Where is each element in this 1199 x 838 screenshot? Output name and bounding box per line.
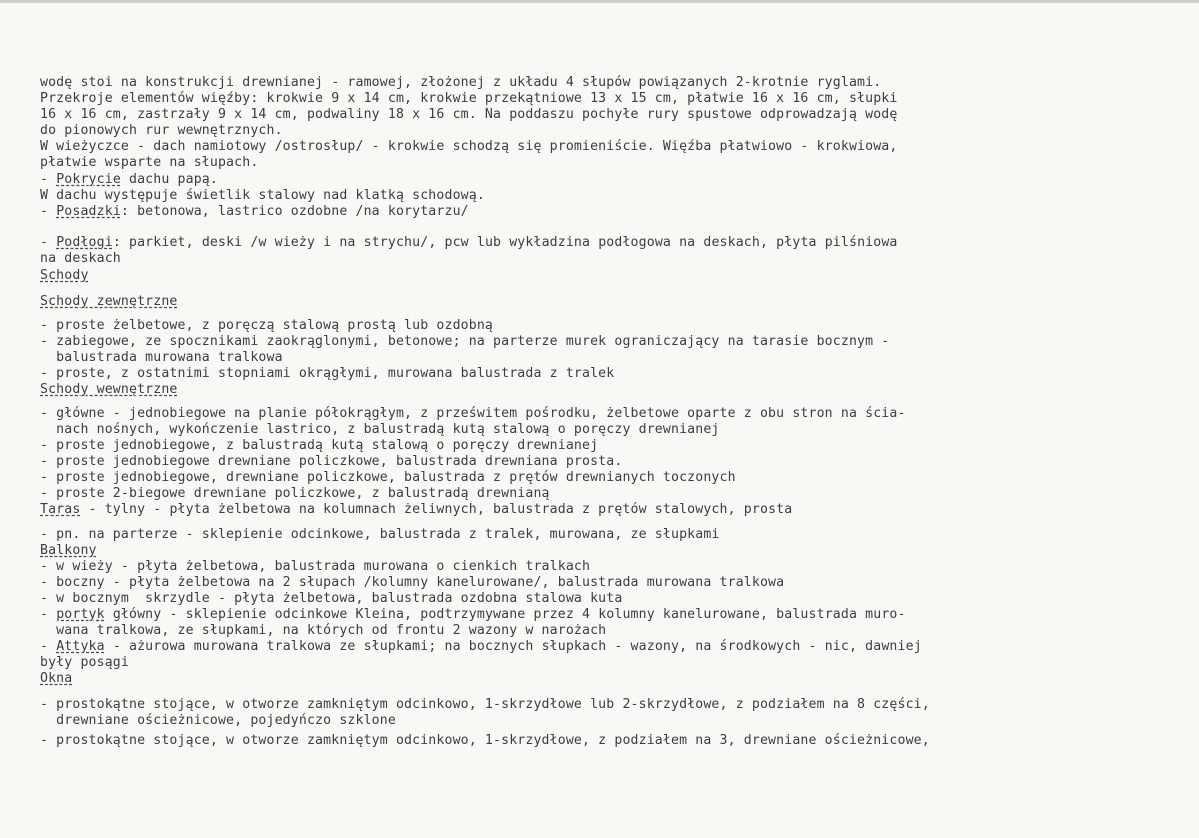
text-line xyxy=(40,591,622,607)
text-line xyxy=(40,235,898,251)
text-segment: : betonowa, lastrico ozdobne /na korytarzu/ xyxy=(120,204,469,219)
text-line xyxy=(40,671,72,687)
text-segment: główny - sklepienie odcinkowe Kleina, podtrzymywane przez 4 kolumny kanelurowane, balustrada muro- xyxy=(104,607,906,622)
text-segment: na deskach xyxy=(40,251,121,266)
text-line xyxy=(40,733,930,749)
text-segment: - xyxy=(40,204,57,219)
underlined-heading: Pokrycie xyxy=(56,172,121,187)
text-line xyxy=(40,366,614,382)
text-line xyxy=(40,502,792,518)
text-segment: - boczny - płyta żelbetowa na 2 słupach /kolumny kanelurowane/, balustrada murowana tralkowa xyxy=(40,575,785,590)
text-line xyxy=(40,75,881,91)
text-line xyxy=(40,251,121,267)
text-line xyxy=(40,406,906,422)
text-segment: - w bocznym skrzydle - płyta żelbetowa, balustrada ozdobna stalowa kuta xyxy=(40,591,623,606)
text-segment: - xyxy=(40,639,57,654)
text-line xyxy=(40,454,622,470)
text-line xyxy=(40,697,930,713)
text-segment: - prostokątne stojące, w otworze zamkniętym odcinkowo, 1-skrzydłowe, z podziałem na 3, drewniane ościeżnicowe, xyxy=(40,733,930,748)
text-segment: płatwie wsparte na słupach. xyxy=(40,155,259,170)
text-segment: do pionowych rur wewnętrznych. xyxy=(40,123,283,138)
text-segment: - xyxy=(40,607,57,622)
text-segment: - zabiegowe, ze spocznikami zaokrąglonymi, betonowe; na parterze murek ograniczający na tarasie bocznym - xyxy=(40,334,890,349)
text-segment: wana tralkowa, ze słupkami, na których od frontu 2 wazony w narożach xyxy=(40,623,607,638)
text-line xyxy=(40,486,550,502)
text-line xyxy=(40,268,89,284)
underlined-heading: Schody xyxy=(40,268,89,283)
text-segment: - proste żelbetowe, z poręczą stalową prostą lub ozdobną xyxy=(40,318,494,333)
text-segment: 16 x 16 cm, zastrzały 9 x 14 cm, podwaliny 18 x 16 cm. Na poddaszu pochyłe rury spustowe odprowadzają wodę xyxy=(40,107,898,122)
text-line xyxy=(40,623,606,639)
text-line xyxy=(40,107,898,123)
text-segment: nach nośnych, wykończenie lastrico, z balustradą kutą stalową o poręczy drewnianej xyxy=(40,422,720,437)
text-line xyxy=(40,438,598,454)
text-segment: - tylny - płyta żelbetowa na kolumnach żeliwnych, balustrada z prętów stalowych, prosta xyxy=(80,502,793,517)
underlined-heading: Attyka xyxy=(56,639,105,654)
text-line xyxy=(40,607,906,623)
text-segment: - proste jednobiegowe, drewniane policzkowe, balustrada z prętów drewnianych toczonych xyxy=(40,470,736,485)
text-line xyxy=(40,91,898,107)
text-segment: W wieżyczce - dach namiotowy /ostrosłup/ - krokwie schodzą się promieniście. Więźba płatwiowo - krokwiowa, xyxy=(40,139,898,154)
text-line xyxy=(40,188,485,204)
text-line xyxy=(40,204,469,220)
underlined-heading: Okna xyxy=(40,671,73,686)
text-segment: balustrada murowana tralkowa xyxy=(40,350,283,365)
text-line xyxy=(40,155,258,171)
text-segment: - proste, z ostatnimi stopniami okrągłymi, murowana balustrada z tralek xyxy=(40,366,615,381)
underlined-heading: Podłogi xyxy=(56,235,113,250)
text-segment: dachu papą. xyxy=(120,172,218,187)
text-line xyxy=(40,350,283,366)
underlined-heading: Posadzki xyxy=(56,204,121,219)
text-line xyxy=(40,294,178,310)
text-segment: - proste 2-biegowe drewniane policzkowe, z balustradą drewnianą xyxy=(40,486,550,501)
text-line xyxy=(40,655,129,671)
text-segment: wodę stoi na konstrukcji drewnianej - ramowej, złożonej z układu 4 słupów powiązanych 2-krotnie ryglami. xyxy=(40,75,882,90)
text-line xyxy=(40,527,720,543)
text-line xyxy=(40,575,784,591)
text-segment: - pn. na parterze - sklepienie odcinkowe, balustrada z tralek, murowana, ze słupkami xyxy=(40,527,720,542)
text-segment: - główne - jednobiegowe na planie półokrągłym, z prześwitem pośrodku, żelbetowe oparte z obu stron na ścia- xyxy=(40,406,906,421)
text-segment: - xyxy=(40,235,57,250)
underlined-heading: Schody wewnętrzne xyxy=(40,382,178,397)
text-line xyxy=(40,172,218,188)
underlined-heading: portyk xyxy=(56,607,105,622)
text-segment: - ażurowa murowana tralkowa ze słupkami; na bocznych słupkach - wazony, na środkowych - nic, dawniej xyxy=(104,639,922,654)
underlined-heading: Balkony xyxy=(40,543,97,558)
text-segment: - proste jednobiegowe, z balustradą kutą stalową o poręczy drewnianej xyxy=(40,438,599,453)
text-line xyxy=(40,139,898,155)
text-segment: : parkiet, deski /w wieży i na strychu/, pcw lub wykładzina podłogowa na deskach, płyta pilśniowa xyxy=(112,235,898,250)
text-segment: Przekroje elementów więźby: krokwie 9 x 14 cm, krokwie przekątniowe 13 x 15 cm, płatwie 16 x 16 cm, słupki xyxy=(40,91,898,106)
text-segment: W dachu występuje świetlik stalowy nad klatką schodową. xyxy=(40,188,485,203)
text-segment: - prostokątne stojące, w otworze zamkniętym odcinkowo, 1-skrzydłowe lub 2-skrzydłowe, z podziałem na 8 części, xyxy=(40,697,930,712)
text-line xyxy=(40,318,493,334)
text-line xyxy=(40,639,922,655)
text-line xyxy=(40,123,283,139)
text-line xyxy=(40,543,97,559)
text-line xyxy=(40,422,720,438)
text-line xyxy=(40,713,396,729)
text-segment: - proste jednobiegowe drewniane policzkowe, balustrada drewniana prosta. xyxy=(40,454,623,469)
text-segment: - xyxy=(40,172,57,187)
underlined-heading: Schody zewnętrzne xyxy=(40,294,178,309)
text-segment: - w wieży - płyta żelbetowa, balustrada murowana o cienkich tralkach xyxy=(40,559,591,574)
text-segment: drewniane ościeżnicowe, pojedyńczo szklone xyxy=(40,713,396,728)
underlined-heading: Taras xyxy=(40,502,81,517)
text-line xyxy=(40,559,590,575)
text-line xyxy=(40,470,736,486)
text-line xyxy=(40,382,178,398)
text-segment: były posągi xyxy=(40,655,129,670)
text-line xyxy=(40,334,889,350)
